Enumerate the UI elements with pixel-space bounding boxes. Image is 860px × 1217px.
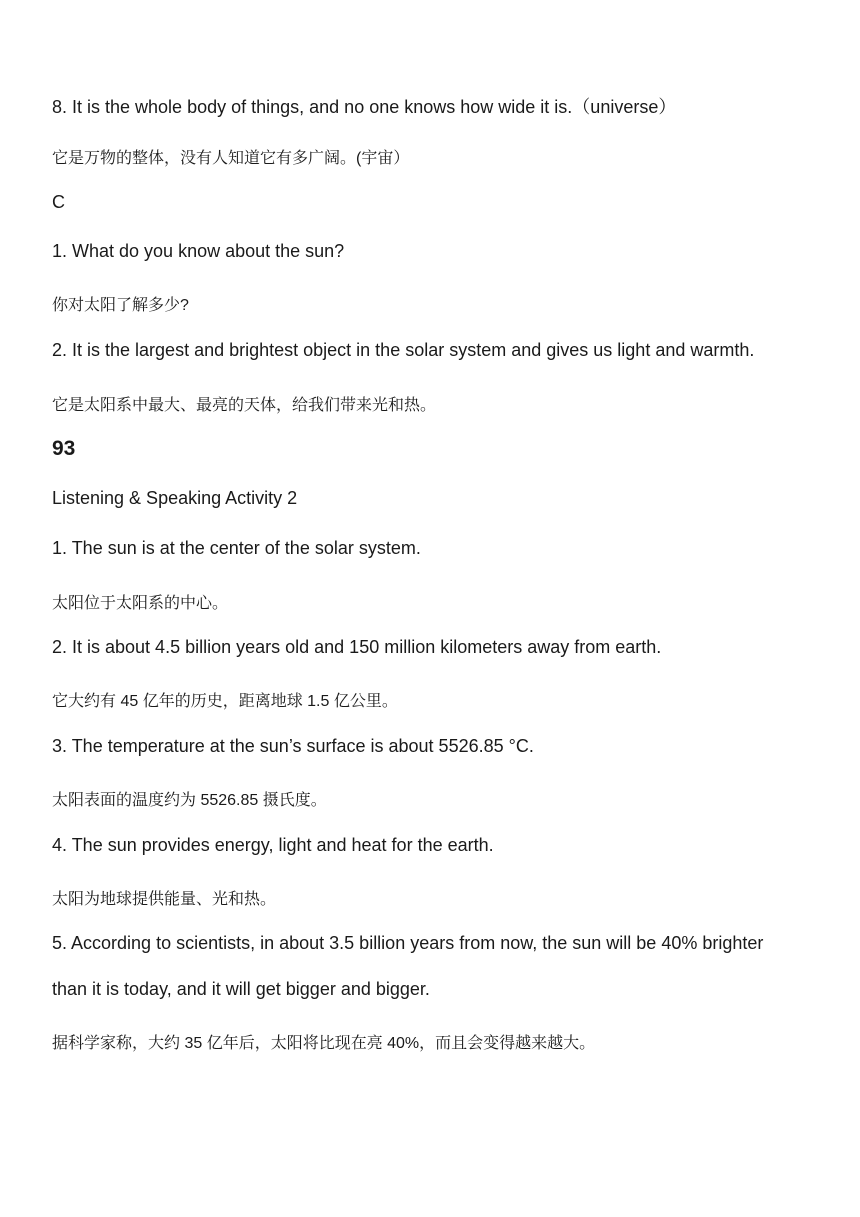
- activity-sentence-1-chinese: 太阳位于太阳系的中心。: [52, 595, 229, 612]
- page-number-heading: 93: [52, 437, 76, 460]
- activity-sentence-2-chinese: 它大约有 45 亿年的历史，距离地球 1.5 亿公里。: [52, 693, 398, 710]
- activity-sentence-2-english: 2. It is about 4.5 billion years old and 150 million kilometers away from earth.: [52, 637, 662, 657]
- section-label-c: C: [52, 192, 65, 212]
- c-sentence-2-chinese: 它是太阳系中最大、最亮的天体，给我们带来光和热。: [52, 397, 437, 414]
- activity-sentence-3-english: 3. The temperature at the sun’s surface is about 5526.85 °C.: [52, 736, 534, 756]
- sentence-8-chinese: 它是万物的整体，没有人知道它有多广阔。(宇宙）: [52, 150, 410, 167]
- c-sentence-2-english: 2. It is the largest and brightest object in the solar system and gives us light and warmth.: [52, 340, 755, 360]
- activity-title: Listening & Speaking Activity 2: [52, 488, 298, 508]
- activity-sentence-1-english: 1. The sun is at the center of the solar system.: [52, 538, 421, 558]
- activity-sentence-4-chinese: 太阳为地球提供能量、光和热。: [52, 891, 277, 908]
- activity-sentence-5-english-line-2: than it is today, and it will get bigger and bigger.: [52, 979, 430, 999]
- activity-sentence-5-chinese: 据科学家称，大约 35 亿年后，太阳将比现在亮 40%，而且会变得越来越大。: [52, 1035, 596, 1052]
- activity-sentence-4-english: 4. The sun provides energy, light and heat for the earth.: [52, 835, 494, 855]
- sentence-8-english: 8. It is the whole body of things, and no one knows how wide it is.（universe）: [52, 97, 677, 117]
- c-sentence-1-chinese: 你对太阳了解多少?: [52, 297, 189, 314]
- activity-sentence-3-chinese: 太阳表面的温度约为 5526.85 摄氏度。: [52, 792, 327, 809]
- c-sentence-1-english: 1. What do you know about the sun?: [52, 241, 345, 261]
- activity-sentence-5-english-line-1: 5. According to scientists, in about 3.5 billion years from now, the sun will be 40% brighter: [52, 933, 764, 953]
